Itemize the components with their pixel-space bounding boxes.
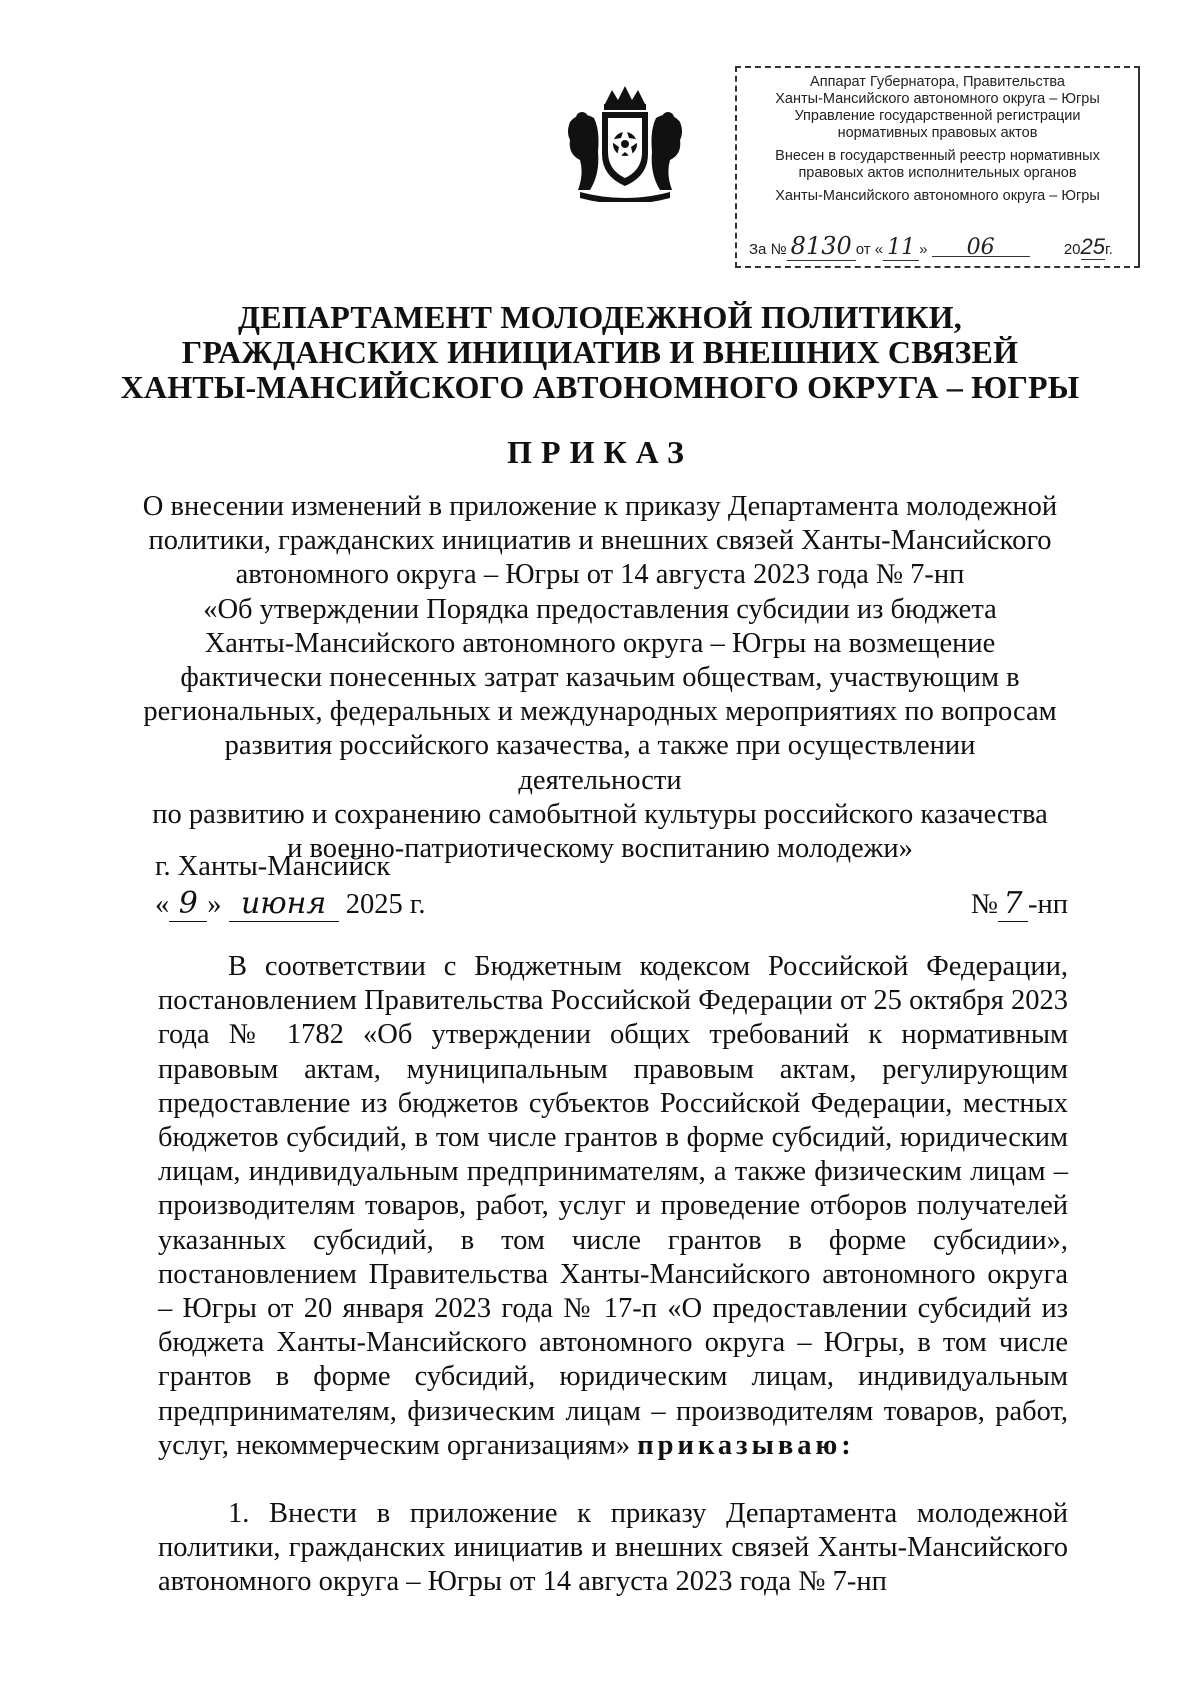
date-year: 2025 г. [345, 889, 426, 920]
subject-line: региональных, федеральных и международных мероприятиях по вопросам [143, 696, 1057, 728]
stamp-reg-year-prefix: 20 [1063, 241, 1081, 258]
department-line: ХАНТЫ-МАНСИЙСКОГО АВТОНОМНОГО ОКРУГА – ЮГРЫ [120, 369, 1080, 405]
stamp-line: Ханты-Мансийского автономного округа – Югры [775, 188, 1100, 204]
body-paragraph: 1. Внести в приложение к приказу Департамента молодежной политики, гражданских инициатив и внешних связей Ханты-Мансийского автономного округа – Югры от 14 августа 2023 года № 7-нп [158, 1498, 1068, 1598]
stamp-reg-year: 25 [1080, 234, 1106, 259]
stamp-line: Ханты-Мансийского автономного округа – Югры [775, 91, 1100, 107]
subject-line: О внесении изменений в приложение к приказу Департамента молодежной [142, 491, 1058, 522]
subject-line: фактически понесенных затрат казачьим обществам, участвующим в [180, 662, 1020, 694]
date-close-quote: » [207, 889, 222, 920]
department-line: ГРАЖДАНСКИХ ИНИЦИАТИВ И ВНЕШНИХ СВЯЗЕЙ [181, 334, 1019, 370]
subject-line: по развитию и сохранению самобытной культуры российского казачества [152, 798, 1048, 830]
stamp-registration-line [749, 232, 1130, 260]
stamp-line: нормативных правовых актов [837, 125, 1038, 141]
order-date [155, 886, 425, 922]
subject-line: политики, гражданских инициатив и внешних связей Ханты-Мансийского [148, 525, 1052, 557]
subject-line: и военно-патриотическому воспитанию молодежи» [287, 833, 913, 865]
stamp-reg-from: от « [855, 241, 884, 258]
order-body [158, 950, 1068, 1600]
place: г. Ханты-Мансийск [155, 851, 391, 882]
department-line: ДЕПАРТАМЕНТ МОЛОДЕЖНОЙ ПОЛИТИКИ, [238, 299, 962, 335]
subject-line: Ханты-Мансийского автономного округа – Югры на возмещение [204, 627, 996, 659]
stamp-line: Внесен в государственный реестр нормативных [775, 148, 1100, 164]
number-prefix: № [970, 889, 998, 920]
order-subject [140, 490, 1060, 866]
stamp-reg-year-suffix: г. [1105, 241, 1113, 258]
coat-of-arms-icon [560, 82, 690, 202]
stamp-line: Аппарат Губернатора, Правительства [810, 74, 1065, 90]
number-value: 7 [998, 886, 1028, 922]
subject-line: «Об утверждении Порядка предоставления субсидии из бюджета [203, 593, 997, 625]
subject-line: автономного округа – Югры от 14 августа 2023 года № 7-нп [235, 559, 965, 591]
order-number [971, 886, 1068, 922]
registration-stamp [735, 66, 1140, 268]
order-title: ПРИКАЗ [507, 434, 693, 470]
subject-line: развития российского казачества, а также при осуществлении деятельности [224, 730, 976, 796]
date-month: июня [229, 886, 339, 922]
paragraph-text: В соответствии с Бюджетным кодексом Российской Федерации, постановлением Правительства Российской Федерации от 25 октября 2023 года № 1782 «Об утверждении общих требований к нормативным правовым актам, муниципальным правовым актам, регулирующим предоставление из бюджетов субъектов Российской Федерации, местных бюджетов субсидий, в том числе грантов в форме субсидий, юридическим лицам, индивидуальным предпринимателям, а также физическим лицам – производителям товаров, работ, услуг и проведение отборов получателей указанных субсидий, в том числе грантов в форме субсидии», постановлением Правительства Ханты-Мансийского автономного округа – Югры от 20 января 2023 года № 17-п «О предоставлении субсидий из бюджета Ханты-Мансийского автономного округа – Югры, в том числе грантов в форме субсидий, юридическим лицам, индивидуальным предпринимателям, физическим лицам – производителям товаров, работ, услуг, некоммерческим организациям» [158, 951, 1068, 1461]
date-open-quote: « [155, 889, 170, 920]
department-name [0, 300, 1200, 405]
stamp-line: Управление государственной регистрации [794, 108, 1081, 124]
order-command: приказываю: [637, 1429, 855, 1461]
stamp-reg-quote: » [919, 241, 928, 258]
number-suffix: -нп [1028, 889, 1068, 920]
body-paragraph [158, 950, 1068, 1463]
stamp-reg-prefix: За № [749, 241, 787, 258]
stamp-line: правовых актов исполнительных органов [798, 165, 1077, 181]
stamp-reg-number: 8130 [787, 232, 856, 261]
date-day: 9 [169, 886, 207, 922]
stamp-reg-month: 06 [932, 239, 1030, 257]
stamp-reg-day: 11 [883, 235, 919, 261]
